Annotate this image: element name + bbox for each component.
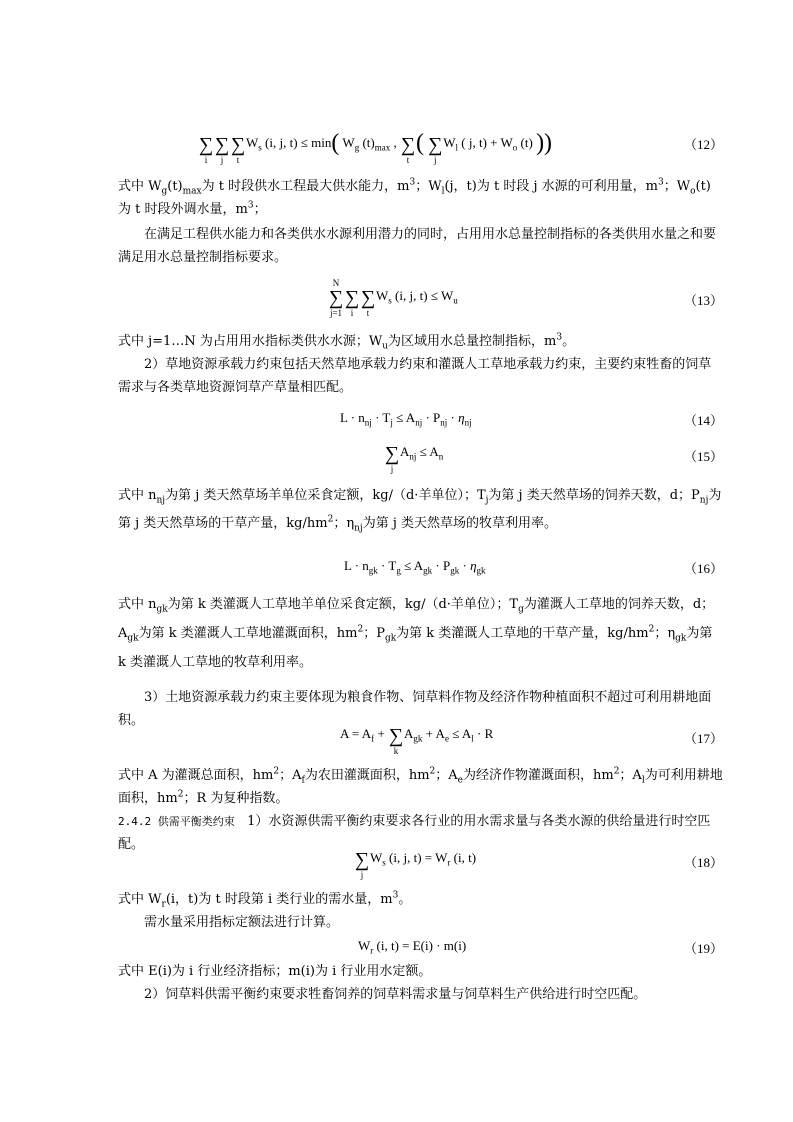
equation-14-formula: $L \cdot n_{nj} \cdot T_j \le A_{nj} \cdot P_{nj} \cdot \eta_{nj}$ <box>340 410 472 428</box>
equation-16 <box>118 558 723 584</box>
paragraph-eq19-definitions: 式中 E(i)为 i 行业经济指标；m(i)为 i 行业用水定额。 <box>118 964 432 979</box>
equation-15-number: （15） <box>683 449 723 464</box>
equation-17-number: （17） <box>683 731 723 746</box>
paragraph-total-water-control: 在满足工程供水能力和各类供水水源利用潜力的同时，占用用水总量控制指标的各类供用水量之和要满足用水总量控制指标要求。 <box>118 227 717 265</box>
paragraph-forage-balance: 2）饲草料供需平衡约束要求牲畜饲养的饲草料需求量与饲草料生产供给进行时空匹配。 <box>144 987 647 1002</box>
section-heading-2-4-2: 2.4.2 供需平衡类约束 <box>118 815 235 828</box>
equation-15-formula: ∑ j $A_{nj} \le A_n$ <box>384 443 444 474</box>
equation-12-formula: ∑ i ∑ j ∑ t $W_s$ (i, j, t) ≤ min( $W_g$ $(t)_{max}$ , ∑ t ( ∑ j $W_l$ ( j, $t) + W_o$ (t) )) <box>198 130 553 165</box>
equation-13-number: （13） <box>683 293 723 308</box>
paragraph-eq18-definitions: 式中 $W_r(i$，t)为 t 时段第 i 类行业的需水量，$m^3$。 <box>118 890 412 910</box>
equation-17 <box>118 724 723 756</box>
equation-17-formula: $A = A_f$ + ∑ k $A_{gk} + A_e \le A_l \cdot R$ <box>340 725 494 756</box>
paragraph-supply-demand-section: 2.4.2 供需平衡类约束 1）水资源供需平衡约束要求各行业的用水需求量与各类水源的供给量进行时空匹配。 <box>118 814 711 852</box>
paragraph-grassland-constraint: 2）草地资源承载力约束包括天然草地承载力约束和灌溉人工草地承载力约束，主要约束牲畜的饲草需求与各类草地资源饲草产草量相匹配。 <box>118 357 712 395</box>
equation-12-number: （12） <box>683 137 723 152</box>
equation-14 <box>118 410 723 436</box>
equation-15 <box>118 442 723 474</box>
equation-16-formula: $L \cdot n_{gk} \cdot T_g \le A_{gk} \cdot P_{gk} \cdot \eta_{gk}$ <box>344 558 486 576</box>
equation-18-formula: ∑ j $W_s$ (i, j, $t) = W_r$ (i, t) <box>354 849 477 880</box>
equation-18-number: （18） <box>683 855 723 870</box>
equation-18 <box>118 848 723 880</box>
paragraph-eq17-definitions: 式中 A 为灌溉总面积，$hm^2$；$A_f$为农田灌溉面积，$hm^2$；$A_e$为经济作物灌溉面积，$hm^2$；$A_l$为可利用耕地面积，$hm^2$；R 为复种指数。 <box>118 766 723 806</box>
paragraph-eq12-definitions: 式中 $W_g(t)_{max}$为 t 时段供水工程最大供水能力，$m^3$；$W_l(j$，t)为 t 时段 j 水源的可利用量，$m^3$；$W_o(t)$为 t 时段外调水量，$m^3$； <box>118 177 711 217</box>
paragraph-eq15-definitions: 式中 $n_{nj}$为第 j 类天然草场羊单位采食定额，kg/（d·羊单位）；$T_j$为第 j 类天然草场的饲养天数，d；$P_{nj}$为第 j 类天然草场的干草产量，$kg/hm^2$；$\eta_{nj}$为第 j 类天然草场的牧草利用率。 <box>118 488 722 534</box>
paragraph-demand-method: 需水量采用指标定额法进行计算。 <box>144 915 340 930</box>
paragraph-eq13-definitions: 式中 j=1…N 为占用用水指标类供水水源；$W_u$为区域用水总量控制指标，$m^3$。 <box>118 332 576 352</box>
paragraph-land-constraint: 3）土地资源承载力约束主要体现为粮食作物、饲草料作物及经济作物种植面积不超过可利用耕地面积。 <box>118 690 712 728</box>
equation-12 <box>118 126 723 166</box>
equation-13-formula: N ∑ j=1 ∑ i ∑ t $W_s$ (i, j, $t) \le W_u$ <box>328 278 458 318</box>
paragraph-eq16-definitions: 式中 $n_{gk}$为第 k 类灌溉人工草地羊单位采食定额，kg/（d·羊单位）；$T_g$为灌溉人工草地的饲养天数，d；$A_{gk}$为第 k 类灌溉人工草地灌溉面积，$hm^2$；$P_{gk}$为第 k 类灌溉人工草地的干草产量，$kg/hm^2$；$\eta_{gk}$为第 k 类灌溉人工草地的牧草利用率。 <box>118 597 715 670</box>
equation-16-number: （16） <box>683 561 723 576</box>
equation-19-formula: $W_r$ (i, t) = E(i) · m(i) <box>358 938 467 956</box>
equation-14-number: （14） <box>683 413 723 428</box>
equation-19-number: （19） <box>683 941 723 956</box>
equation-13 <box>118 278 723 322</box>
